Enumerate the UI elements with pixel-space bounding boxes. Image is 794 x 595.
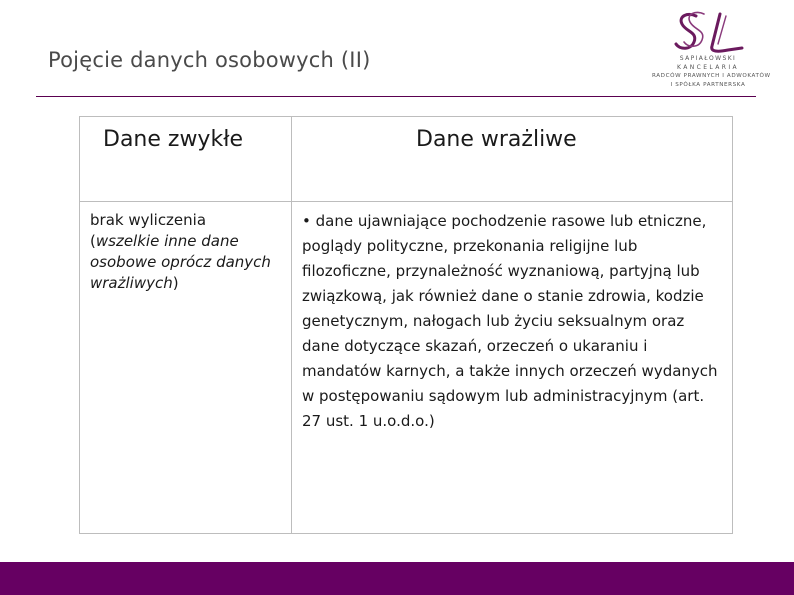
header-divider bbox=[80, 201, 732, 202]
logo-text bbox=[652, 54, 771, 90]
title-divider bbox=[36, 96, 756, 97]
ordinary-data-note bbox=[90, 231, 286, 294]
logo-line-1: SAPIAŁOWSKI bbox=[679, 55, 737, 62]
note-close-paren: ) bbox=[172, 274, 179, 292]
footer-bar bbox=[0, 562, 794, 595]
logo-line-4: I SPÓŁKA PARTNERSKA bbox=[670, 82, 746, 88]
ordinary-data-summary: brak wyliczenia bbox=[90, 211, 207, 229]
logo-line-3: RADCÓW PRAWNYCH I ADWOKATÓW bbox=[652, 73, 771, 79]
firm-logo bbox=[652, 10, 771, 94]
ordinary-data-cell bbox=[90, 210, 286, 294]
sensitive-data-cell: • dane ujawniające pochodzenie rasowe lub etniczne, poglądy polityczne, przekonania religijne lub filozoficzne, przynależność wyznaniową, partyjną lub związkową, jak również dane o stanie zdrowia, kodzie genetycznym, nałogach lub życiu seksualnym oraz dane dotyczące skazań, orzeczeń o ukaraniu i mandatów karnych, a także innych orzeczeń wydanych w postępowaniu sądowym lub administracyjnym (art. 27 ust. 1 u.o.d.o.) bbox=[302, 212, 718, 430]
note-italic-text: wszelkie inne dane osobowe oprócz danych wrażliwych bbox=[90, 232, 271, 292]
comparison-table bbox=[79, 116, 733, 534]
slide-title: Pojęcie danych osobowych (II) bbox=[48, 48, 371, 72]
note-open-paren: ( bbox=[90, 232, 96, 250]
logo-line-2: KANCELARIA bbox=[676, 64, 740, 71]
sl-monogram-icon bbox=[652, 10, 764, 54]
header-ordinary-data: Dane zwykłe bbox=[103, 127, 243, 152]
column-divider bbox=[291, 117, 292, 533]
header-sensitive-data: Dane wrażliwe bbox=[416, 127, 577, 152]
